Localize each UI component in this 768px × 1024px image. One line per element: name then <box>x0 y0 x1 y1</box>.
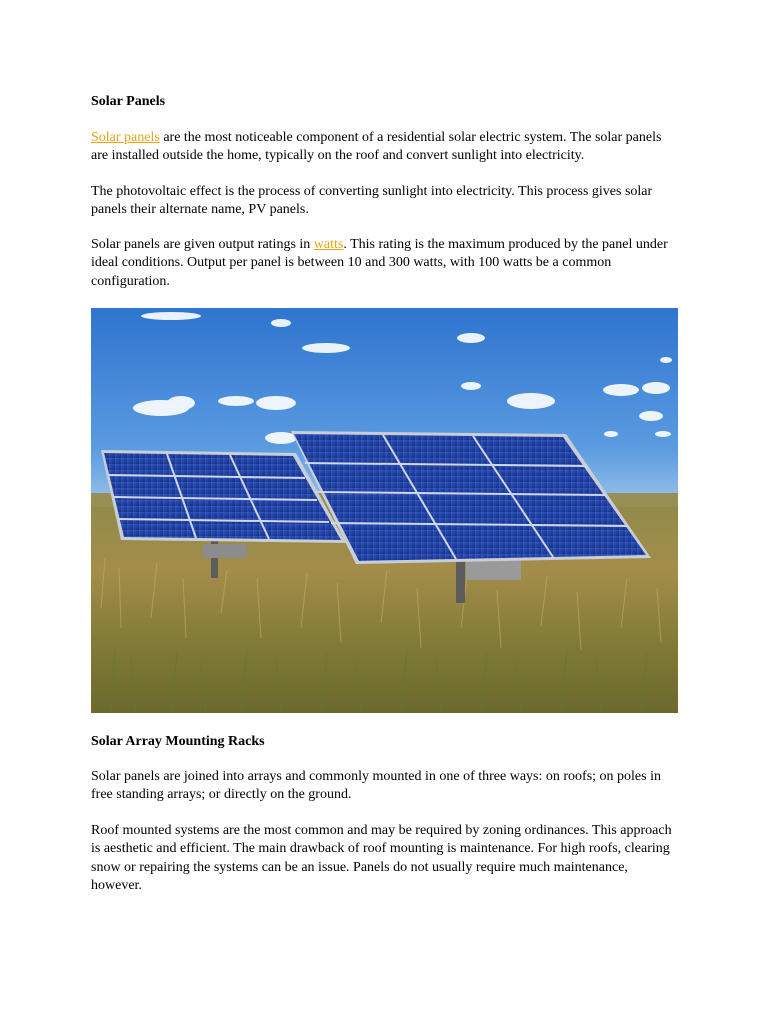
paragraph-text: are the most noticeable component of a residential solar electric system. The solar panels are installed outside the home, typically on the roof and convert sunlight into electricity. <box>91 130 662 164</box>
paragraph-photovoltaic: The photovoltaic effect is the process of converting sunlight into electricity. This process gives solar panels their alternate name, PV panels. <box>91 184 653 218</box>
paragraph-text-after: . This rating is the maximum produced by the panel under ideal conditions. Output per panel is between 10 and 300 watts, with 100 watts be a common configuration. <box>91 237 668 289</box>
section-heading-mounting-racks: Solar Array Mounting Racks <box>91 734 265 749</box>
section-heading-solar-panels: Solar Panels <box>91 94 166 109</box>
paragraph-array-mounting: Solar panels are joined into arrays and commonly mounted in one of three ways: on roofs; on poles in free standing arrays; or directly on the ground. <box>91 769 661 803</box>
paragraph-roof-mounted: Roof mounted systems are the most common and may be required by zoning ordinances. This approach is aesthetic and efficient. The main drawback of roof mounting is maintenance. For high roofs, clearing snow or repairing the systems can be an issue. Panels do not usually require much maintenance, however. <box>91 823 672 894</box>
paragraph-output-ratings <box>91 236 681 291</box>
solar-panels-link[interactable]: Solar panels <box>91 130 160 145</box>
solar-panels-photo <box>91 308 678 713</box>
paragraph-text-before: Solar panels are given output ratings in <box>91 237 314 252</box>
paragraph-solar-panels-intro <box>91 129 681 166</box>
watts-link[interactable]: watts <box>313 237 344 252</box>
